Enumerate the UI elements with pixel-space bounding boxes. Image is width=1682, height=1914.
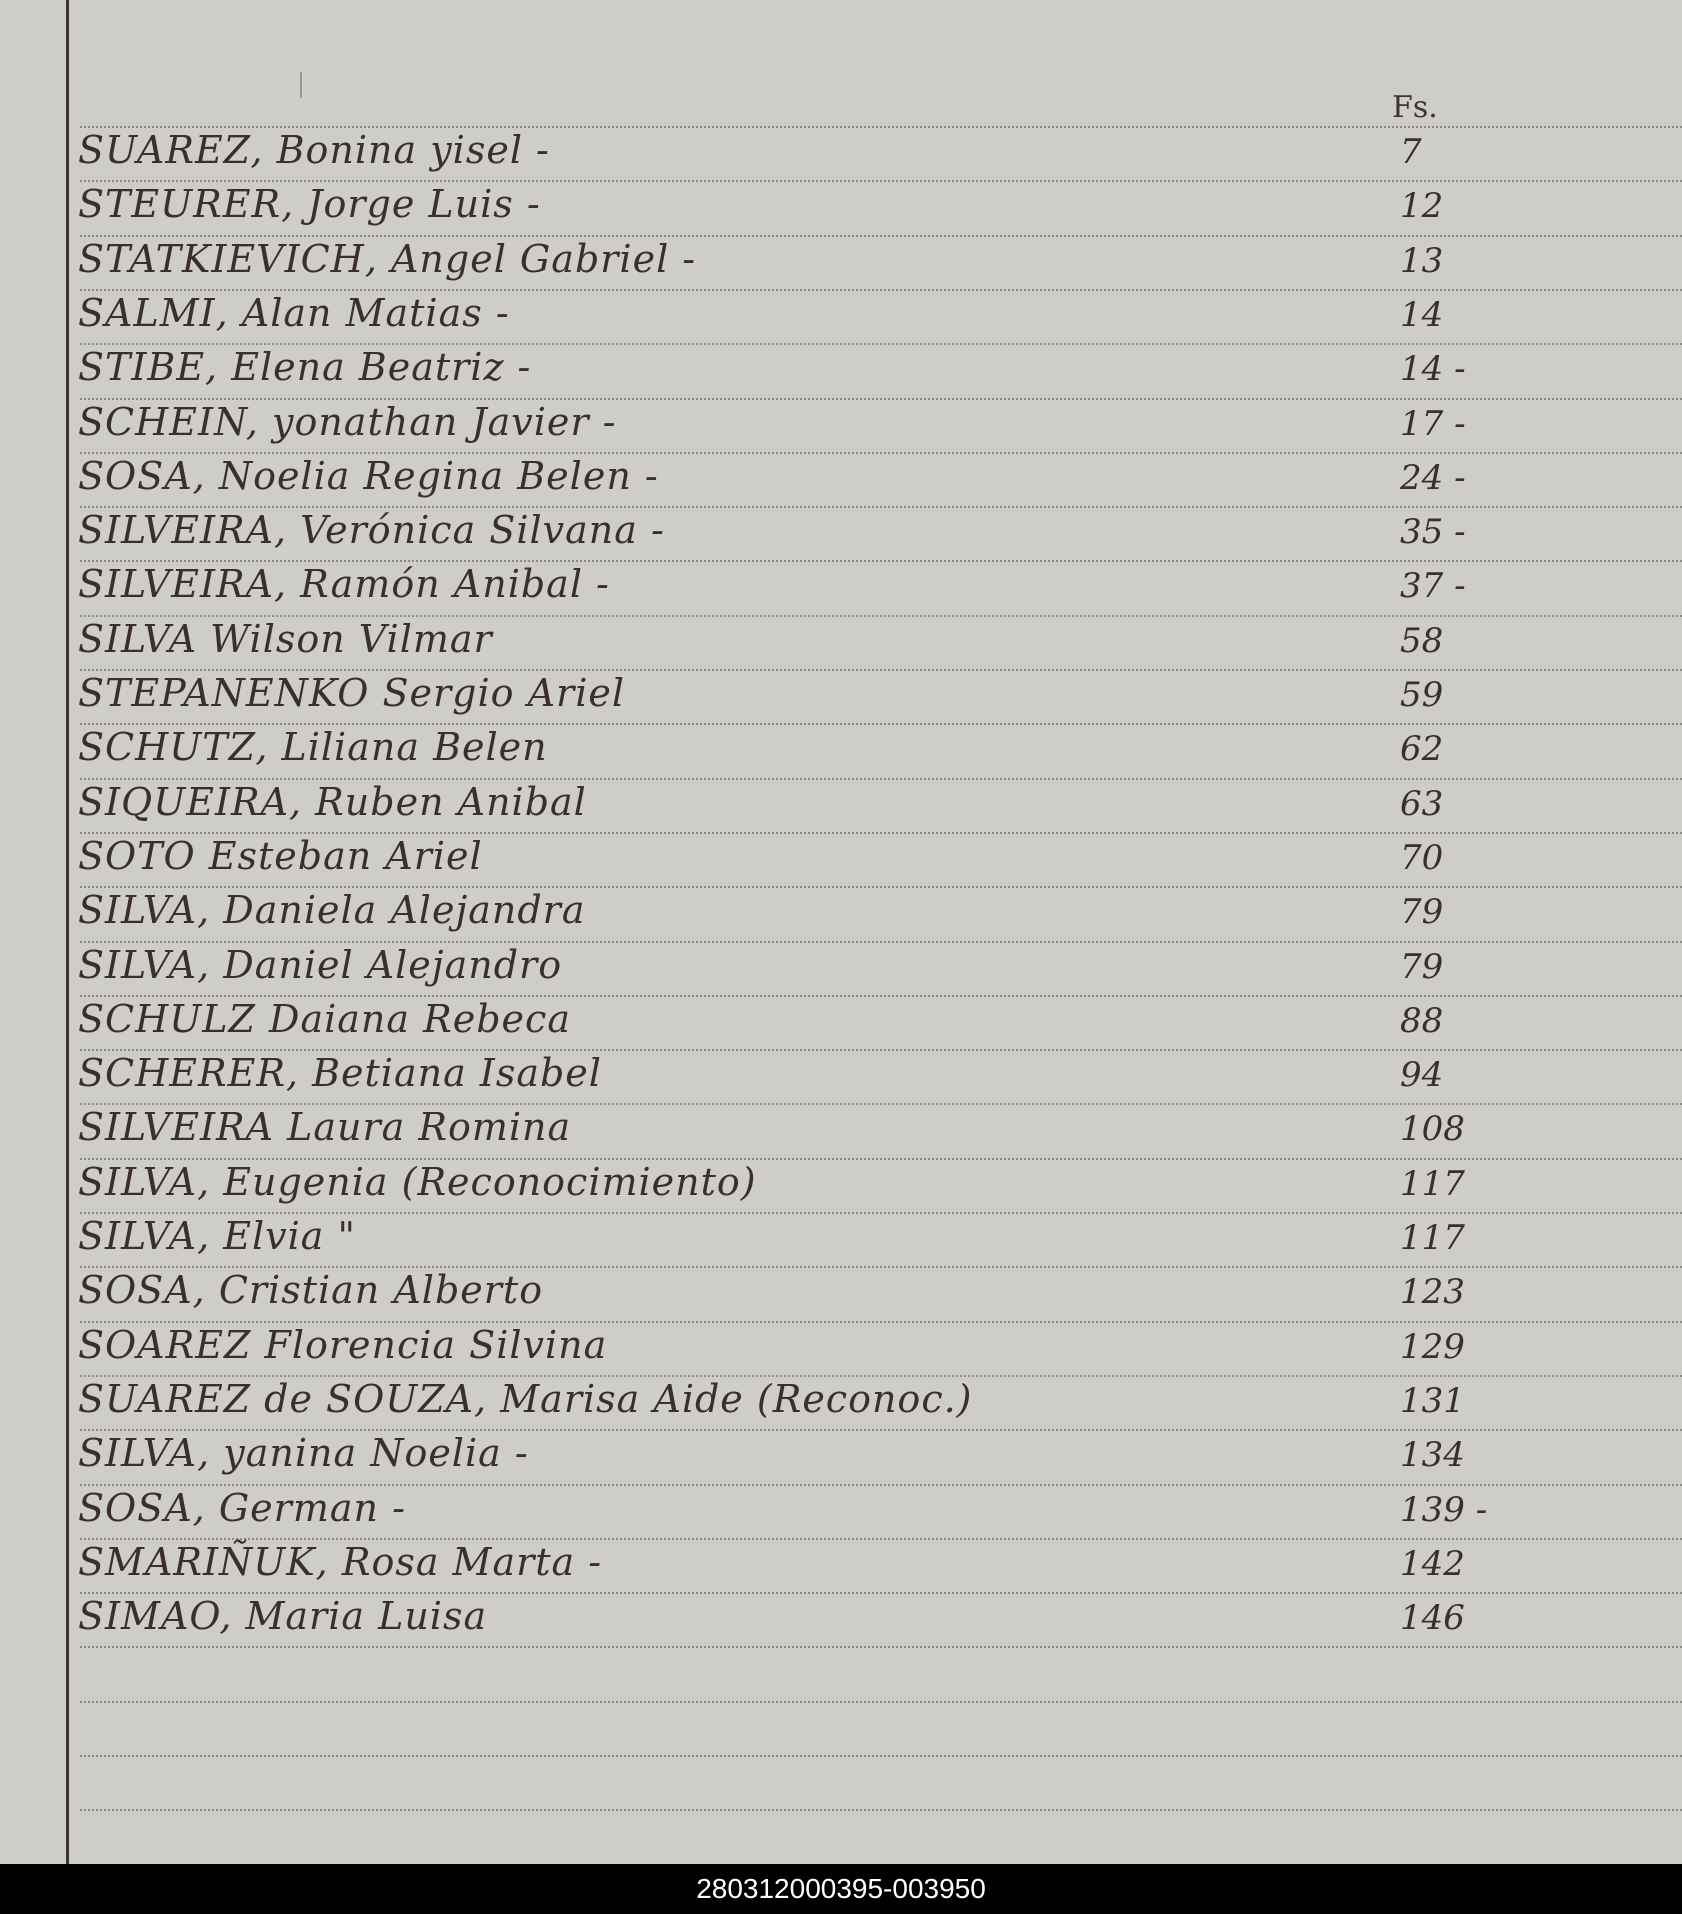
entry-folio: 7 — [1400, 132, 1422, 172]
entry-folio: 70 — [1400, 837, 1444, 878]
entry-name: SILVA, Daniela Alejandra — [78, 888, 586, 933]
entry-name: SCHUTZ, Liliana Belen — [78, 725, 548, 770]
index-entry — [0, 1592, 1682, 1646]
entry-folio: 146 — [1400, 1598, 1465, 1639]
index-entry — [0, 343, 1682, 397]
index-entry — [0, 560, 1682, 614]
index-entry — [0, 1049, 1682, 1103]
entry-name: SILVEIRA, Verónica Silvana - — [78, 508, 665, 553]
entry-folio: 63 — [1400, 783, 1444, 824]
entry-folio: 14 - — [1400, 349, 1466, 390]
index-entry — [0, 995, 1682, 1049]
index-entry — [0, 506, 1682, 560]
entry-folio: 14 — [1400, 294, 1444, 335]
index-entry — [0, 1266, 1682, 1320]
entry-name: SILVA, Daniel Alejandro — [78, 942, 563, 987]
index-entry — [0, 398, 1682, 452]
entry-name: SUAREZ de SOUZA, Marisa Aide (Reconoc.) — [78, 1376, 973, 1421]
entry-folio: 117 — [1400, 1163, 1465, 1204]
entry-name: SOTO Esteban Ariel — [78, 833, 483, 878]
index-entry — [0, 778, 1682, 832]
index-entry — [0, 886, 1682, 940]
entry-name: STIBE, Elena Beatriz - — [78, 345, 532, 390]
entry-name: SILVEIRA Laura Romina — [78, 1105, 572, 1150]
index-entry — [0, 1103, 1682, 1157]
entry-folio: 108 — [1400, 1109, 1465, 1150]
index-entry — [0, 1158, 1682, 1212]
entry-name: SILVA, yanina Noelia - — [78, 1431, 529, 1476]
entry-name: STATKIEVICH, Angel Gabriel - — [78, 236, 697, 281]
entry-folio: 142 — [1400, 1543, 1465, 1584]
index-entry — [0, 289, 1682, 343]
entry-name: SOSA, Cristian Alberto — [78, 1268, 544, 1313]
entry-folio: 79 — [1400, 946, 1444, 987]
entry-name: SILVA, Eugenia (Reconocimiento) — [78, 1159, 757, 1204]
entry-name: SOAREZ Florencia Silvina — [78, 1322, 608, 1367]
entry-name: SMARIÑUK, Rosa Marta - — [78, 1539, 603, 1584]
entry-name: SCHERER, Betiana Isabel — [78, 1051, 602, 1096]
entry-name: SILVA Wilson Vilmar — [78, 616, 493, 661]
entry-folio: 94 — [1400, 1055, 1444, 1096]
folio-column-header: Fs. — [1392, 90, 1438, 125]
index-entry — [0, 1484, 1682, 1538]
index-entry — [0, 941, 1682, 995]
entry-folio: 58 — [1400, 620, 1444, 661]
entry-folio: 79 — [1400, 892, 1444, 933]
index-entry — [0, 615, 1682, 669]
entry-name: SIMAO, Maria Luisa — [78, 1594, 488, 1639]
entry-name: SILVEIRA, Ramón Anibal - — [78, 562, 610, 607]
entry-name: SOSA, German - — [78, 1485, 406, 1530]
entry-name: SILVA, Elvia " — [78, 1214, 356, 1258]
entry-name: SIQUEIRA, Ruben Anibal — [78, 779, 587, 824]
entry-folio: 24 - — [1400, 457, 1466, 498]
index-entry — [0, 723, 1682, 777]
image-id-footer: 280312000395-003950 — [0, 1864, 1682, 1914]
index-entry — [0, 1212, 1682, 1266]
index-entry — [0, 1321, 1682, 1375]
entry-name: SUAREZ, Bonina yisel - — [78, 128, 550, 172]
index-entry — [0, 126, 1682, 180]
entry-folio: 117 — [1400, 1218, 1465, 1258]
entry-folio: 37 - — [1400, 566, 1466, 607]
index-entry — [0, 1375, 1682, 1429]
entry-folio: 123 — [1400, 1272, 1465, 1313]
entry-name: SCHULZ Daiana Rebeca — [78, 996, 571, 1041]
entry-folio: 134 — [1400, 1435, 1465, 1476]
entry-name: STEPANENKO Sergio Ariel — [78, 671, 626, 715]
entry-name: SCHEIN, yonathan Javier - — [78, 399, 617, 444]
index-entry — [0, 1429, 1682, 1483]
entry-name: SOSA, Noelia Regina Belen - — [78, 453, 659, 498]
entry-name: STEURER, Jorge Luis - — [78, 182, 541, 227]
entry-folio: 139 - — [1400, 1489, 1488, 1530]
entry-folio: 12 — [1400, 186, 1444, 227]
index-entry — [0, 452, 1682, 506]
entry-folio: 131 — [1400, 1380, 1465, 1421]
index-entry — [0, 669, 1682, 723]
entry-folio: 59 — [1400, 675, 1444, 715]
entry-folio: 129 — [1400, 1326, 1465, 1367]
entry-folio: 62 — [1400, 729, 1444, 770]
index-entry — [0, 180, 1682, 234]
entry-folio: 17 - — [1400, 403, 1466, 444]
index-entry — [0, 235, 1682, 289]
index-entry — [0, 832, 1682, 886]
entry-folio: 13 — [1400, 240, 1444, 281]
entry-folio: 88 — [1400, 1000, 1444, 1041]
entry-folio: 35 - — [1400, 512, 1466, 553]
index-entry — [0, 1538, 1682, 1592]
entry-name: SALMI, Alan Matias - — [78, 290, 510, 335]
